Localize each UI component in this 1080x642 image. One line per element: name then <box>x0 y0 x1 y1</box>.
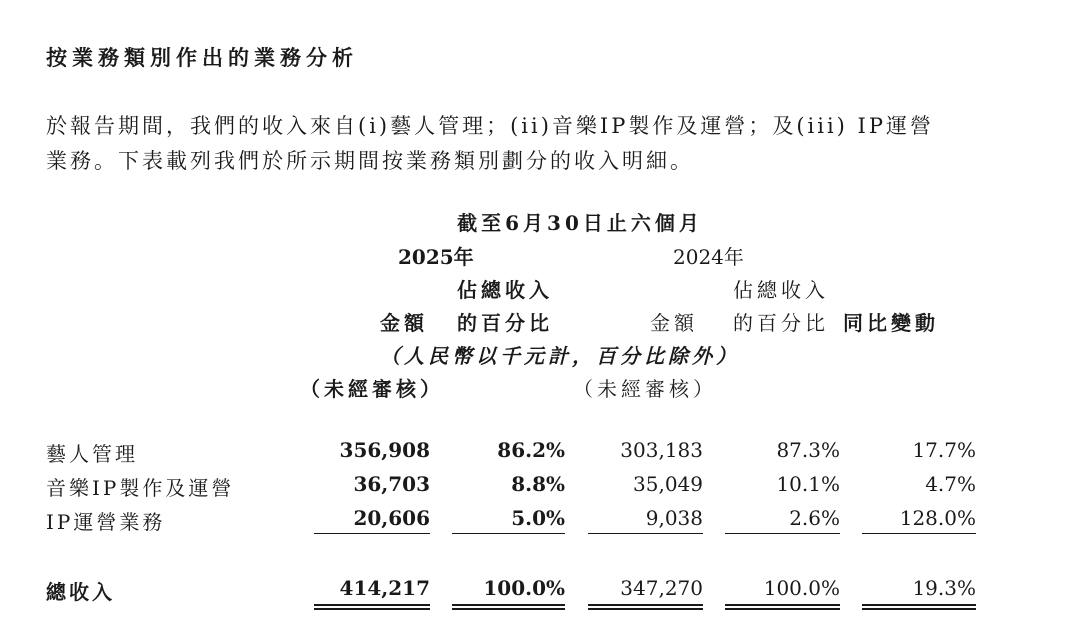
subtotal-rule <box>588 533 703 534</box>
total-double-rule <box>862 604 976 610</box>
total-double-rule <box>588 604 703 610</box>
total-pct-2025: 100.0% <box>483 576 565 600</box>
subtotal-rule <box>314 533 430 534</box>
unaudited-2024: （未經審核） <box>573 377 717 401</box>
period-header: 截至6月30日止六個月 <box>457 211 703 235</box>
intro-paragraph-line-2: 業務。下表載列我們於所示期間按業務類別劃分的收入明細。 <box>46 149 694 173</box>
total-amt-2025: 414,217 <box>339 576 430 600</box>
cell-pct-2025: 86.2% <box>497 438 565 462</box>
row-label-total-revenue: 總收入 <box>46 580 115 604</box>
unaudited-2025: （未經審核） <box>300 377 444 401</box>
cell-yoy: 4.7% <box>925 472 976 496</box>
intro-paragraph-line-1: 於報告期間，我們的收入來自(i)藝人管理；(ii)音樂IP製作及運營；及(iii) IP運營 <box>46 114 934 138</box>
cell-yoy: 128.0% <box>899 506 976 530</box>
cell-pct-2024: 87.3% <box>776 438 840 462</box>
cell-amt-2025: 20,606 <box>353 506 430 530</box>
unit-note: （人民幣以千元計，百分比除外） <box>380 344 740 368</box>
row-label-ip-operation: IP運營業務 <box>46 510 166 534</box>
pct-header-2025-line2: 的百分比 <box>457 311 553 335</box>
cell-amt-2024: 35,049 <box>633 472 703 496</box>
pct-header-2024-line1: 佔總收入 <box>733 278 829 302</box>
row-label-artist-management: 藝人管理 <box>46 442 138 466</box>
cell-amt-2024: 9,038 <box>645 506 703 530</box>
pct-header-2025-line1: 佔總收入 <box>457 278 553 302</box>
cell-amt-2025: 36,703 <box>353 472 430 496</box>
total-pct-2024: 100.0% <box>763 576 840 600</box>
amount-header-2024: 金額 <box>650 311 698 335</box>
row-label-music-ip: 音樂IP製作及運營 <box>46 476 235 500</box>
yoy-header: 同比變動 <box>843 311 939 335</box>
year-2025-header: 2025年 <box>398 245 474 269</box>
section-title: 按業務類別作出的業務分析 <box>46 45 358 70</box>
subtotal-rule <box>862 533 976 534</box>
cell-pct-2025: 5.0% <box>511 506 565 530</box>
cell-pct-2025: 8.8% <box>511 472 565 496</box>
cell-pct-2024: 10.1% <box>776 472 840 496</box>
amount-header-2025: 金額 <box>380 311 428 335</box>
cell-amt-2025: 356,908 <box>339 438 430 462</box>
cell-yoy: 17.7% <box>912 438 976 462</box>
total-double-rule <box>725 604 840 610</box>
subtotal-rule <box>452 533 565 534</box>
total-amt-2024: 347,270 <box>620 576 703 600</box>
total-double-rule <box>314 604 430 610</box>
year-2024-header: 2024年 <box>673 245 744 269</box>
cell-pct-2024: 2.6% <box>789 506 840 530</box>
total-double-rule <box>452 604 565 610</box>
total-yoy: 19.3% <box>912 576 976 600</box>
cell-amt-2024: 303,183 <box>620 438 703 462</box>
subtotal-rule <box>725 533 840 534</box>
pct-header-2024-line2: 的百分比 <box>733 311 829 335</box>
